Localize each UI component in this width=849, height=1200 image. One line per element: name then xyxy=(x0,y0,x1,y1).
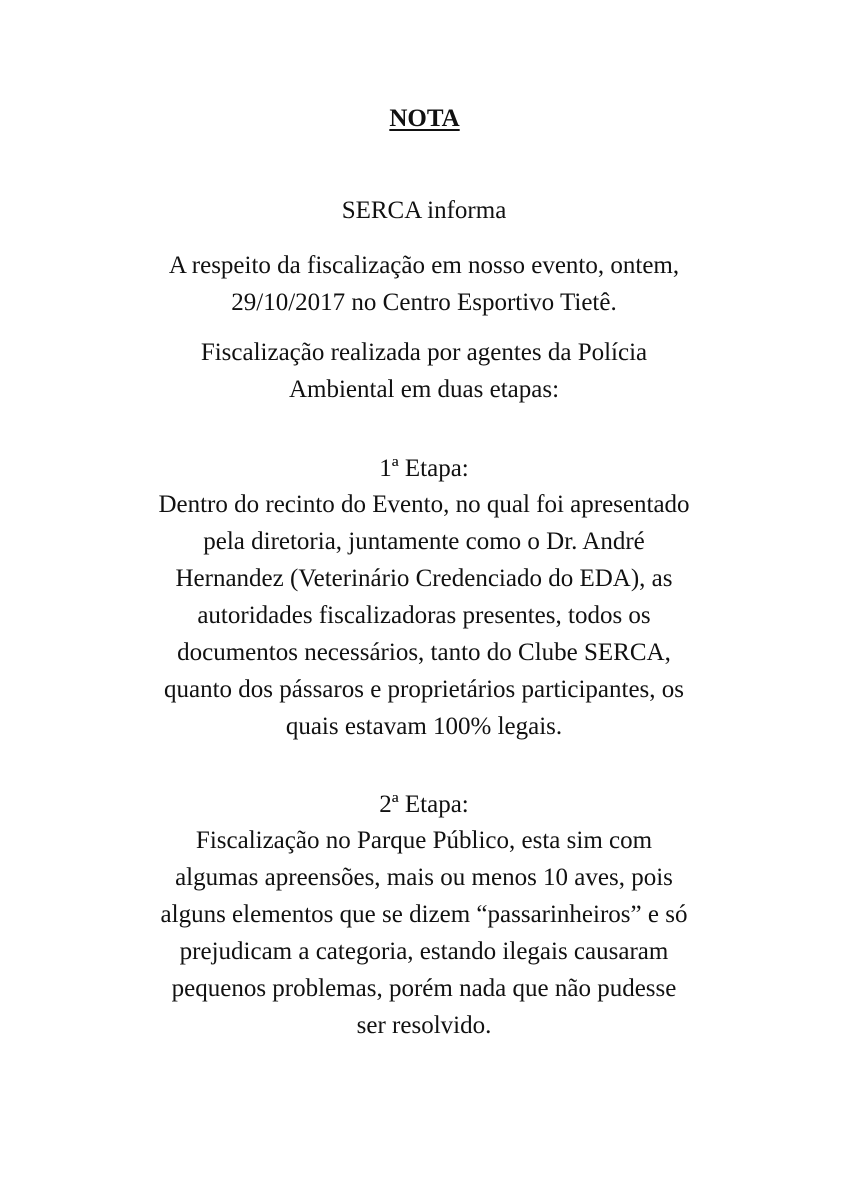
document-subtitle: SERCA informa xyxy=(341,197,507,224)
intro-paragraph: A respeito da fiscalização em nosso evento, ontem, 29/10/2017 no Centro Esportivo Tietê. xyxy=(168,252,680,316)
etapa1-heading: 1ª Etapa: xyxy=(379,455,469,482)
etapa1-body: Dentro do recinto do Evento, no qual foi apresentado pela diretoria, juntamente como o Dr. André Hernandez (Veterinário Credenciado do EDA), as autoridades fiscalizadoras presentes, todos os documentos necessários, tanto do Clube SERCA, quanto dos pássaros e proprietários participantes, os quais estavam 100% legais. xyxy=(158,491,690,740)
document-title: NOTA xyxy=(389,105,460,132)
etapa2-body: Fiscalização no Parque Público, esta sim com algumas apreensões, mais ou menos 10 aves, pois alguns elementos que se dizem “passarinheiros” e só prejudicam a categoria, estando ilegais causaram pequenos problemas, porém nada que não pudesse ser resolvido. xyxy=(160,827,688,1039)
fiscalizacao-paragraph: Fiscalização realizada por agentes da Polícia Ambiental em duas etapas: xyxy=(200,339,648,403)
etapa2-heading: 2ª Etapa: xyxy=(379,791,469,818)
